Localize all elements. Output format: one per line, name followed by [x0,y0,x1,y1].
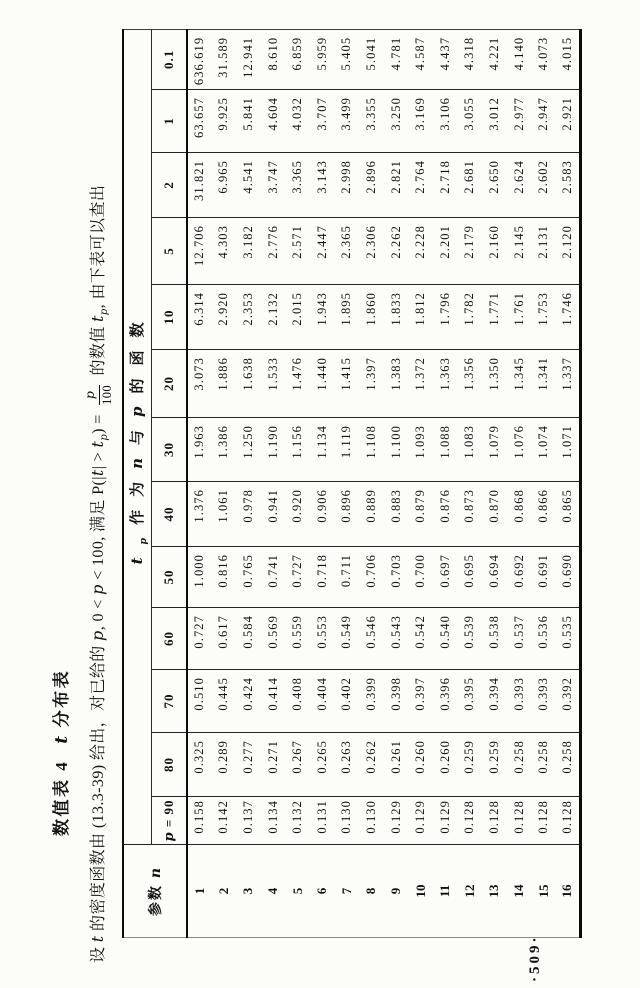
t-value-cell: 0.697 [433,547,458,608]
t-value-cell: 0.134 [261,797,286,845]
t-value-cell: 1.746 [556,285,581,350]
table-row-n10 [408,29,433,937]
t-value-cell: 2.353 [236,285,261,350]
table-row-n12 [458,29,483,937]
t-value-cell: 0.262 [359,733,384,797]
t-value-cell: 1.061 [212,482,237,547]
t-value-cell: 1.397 [359,350,384,418]
t-value-cell: 0.876 [433,482,458,547]
t-value-cell: 0.128 [556,797,581,845]
intro-run: ) = [89,409,107,434]
t-value-cell: 2.365 [335,218,360,285]
intro-run: P(| [89,476,107,495]
p-header-0.1: 0.1 [151,29,187,89]
t-value-cell: 0.906 [310,482,335,547]
t-value-cell: 3.355 [359,90,384,153]
t-value-cell: 0.546 [359,608,384,670]
t-value-cell: 4.140 [507,29,532,89]
t-value-cell: 3.106 [433,90,458,153]
n-label: 14 [511,884,527,898]
t-value-cell: 0.158 [187,797,212,845]
t-value-cell: 0.142 [212,797,237,845]
t-value-cell: 2.131 [531,218,556,285]
t-value-cell: 4.303 [212,218,237,285]
intro-run: 设 [89,942,107,963]
t-value-cell: 1.345 [507,350,532,418]
t-value-cell: 1.753 [531,285,556,350]
t-value-cell: 0.408 [285,670,310,733]
t-value-cell: 3.707 [310,90,335,153]
t-value-cell: 2.921 [556,90,581,153]
intro-run: 的密度函数由 (13.3-39) 给出，对已给的 [89,640,107,936]
t-value-cell: 0.816 [212,547,237,608]
t-value-cell: 0.510 [187,670,212,733]
t-value-cell: 0.277 [236,733,261,797]
t-value-cell: 1.076 [507,418,532,482]
t-value-cell: 2.160 [482,218,507,285]
t-value-cell: 1.796 [433,285,458,350]
intro-var-p: p [87,584,107,595]
table-row-n15 [531,29,556,937]
t-value-cell: 0.703 [384,547,409,608]
t-value-cell: 0.128 [507,797,532,845]
t-value-cell: 0.325 [187,733,212,797]
t-value-cell: 1.943 [310,285,335,350]
t-value-cell: 0.258 [507,733,532,797]
t-value-cell: 1.812 [408,285,433,350]
n-label: 6 [314,887,330,895]
t-value-cell: 5.405 [335,29,360,89]
t-value-cell: 2.306 [359,218,384,285]
t-value-cell: 2.015 [285,285,310,350]
t-value-cell: 2.132 [261,285,286,350]
t-value-cell: 1.083 [458,418,483,482]
table-row-n2 [212,29,237,937]
t-value-cell: 2.821 [384,153,409,218]
t-value-cell: 1.156 [285,418,310,482]
fraction-numerator-p: p [82,390,97,400]
t-value-cell: 3.073 [187,350,212,418]
t-value-cell: 1.363 [433,350,458,418]
table-row-n4 [261,29,286,937]
t-value-cell: 636.619 [187,29,212,89]
corner-label: 参数 [149,884,164,917]
n-label: 8 [363,887,379,895]
t-value-cell: 1.376 [187,482,212,547]
t-value-cell: 0.865 [556,482,581,547]
t-value-cell: 0.392 [556,670,581,733]
t-value-cell: 0.870 [482,482,507,547]
t-value-cell: 0.128 [531,797,556,845]
t-value-cell: 0.260 [433,733,458,797]
t-value-cell: 5.841 [236,90,261,153]
table-row-n6 [310,29,335,937]
t-value-cell: 2.681 [458,153,483,218]
p-header-40: 40 [151,482,187,547]
t-value-cell: 1.782 [458,285,483,350]
t-value-cell: 0.535 [556,608,581,670]
t-value-cell: 2.650 [482,153,507,218]
t-value-cell: 12.706 [187,218,212,285]
t-variable: t [52,733,72,744]
t-value-cell: 0.690 [556,547,581,608]
p-header-10: 10 [151,285,187,350]
t-value-cell: 3.499 [335,90,360,153]
t-value-cell: 0.398 [384,670,409,733]
t-value-cell: 6.859 [285,29,310,89]
table-row-n3 [236,29,261,937]
t-value-cell: 0.727 [187,608,212,670]
t-value-cell: 2.776 [261,218,286,285]
t-distribution-table [122,29,582,938]
t-value-cell: 1.638 [236,350,261,418]
intro-var-t: t [87,315,107,322]
intro-run: 的数值 [89,321,107,380]
t-value-cell: 0.559 [285,608,310,670]
t-value-cell: 0.706 [359,547,384,608]
t-value-cell: 0.414 [261,670,286,733]
t-value-cell: 2.602 [531,153,556,218]
t-value-cell: 0.396 [433,670,458,733]
t-value-cell: 1.440 [310,350,335,418]
t-value-cell: 0.289 [212,733,237,797]
fraction-numerator [83,385,100,405]
t-value-cell: 2.947 [531,90,556,153]
t-value-cell: 2.583 [556,153,581,218]
t-value-cell: 1.190 [261,418,286,482]
t-value-cell: 0.261 [384,733,409,797]
t-value-cell: 0.424 [236,670,261,733]
p-header-70: 70 [151,670,187,733]
t-value-cell: 0.131 [310,797,335,845]
intro-run: , 由下表可以查出 [89,184,107,309]
t-value-cell: 2.977 [507,90,532,153]
t-value-cell: 0.258 [556,733,581,797]
t-value-cell: 1.337 [556,350,581,418]
p-header-1: 1 [151,90,187,153]
t-value-cell: 4.318 [458,29,483,89]
t-value-cell: 0.540 [433,608,458,670]
t-value-cell: 1.088 [433,418,458,482]
span-header [123,29,151,844]
table-row-n16 [556,29,581,937]
n-label: 2 [215,887,231,895]
span-text: 的函数 [129,309,146,394]
t-value-cell: 2.920 [212,285,237,350]
t-value-cell: 0.129 [384,797,409,845]
t-value-cell: 0.889 [359,482,384,547]
n-label: 13 [486,884,502,898]
t-value-cell: 9.925 [212,90,237,153]
page-title [47,669,72,836]
n-label: 15 [535,884,551,898]
table-row-n8 [359,29,384,937]
t-value-cell: 1.100 [384,418,409,482]
t-value-cell: 2.571 [285,218,310,285]
t-value-cell: 31.821 [187,153,212,218]
t-value-cell: 1.356 [458,350,483,418]
t-value-cell: 12.941 [236,29,261,89]
t-value-cell: 0.397 [408,670,433,733]
p-header-90 [151,797,187,845]
t-value-cell: 1.761 [507,285,532,350]
t-value-cell: 0.711 [335,547,360,608]
t-value-cell: 2.447 [310,218,335,285]
t-value-cell: 0.445 [212,670,237,733]
t-value-cell: 0.137 [236,797,261,845]
intro-var-t: t [87,935,107,943]
t-value-cell: 0.130 [359,797,384,845]
n-label: 9 [388,887,404,895]
t-value-cell: 4.015 [556,29,581,89]
span-text: 作为 [129,468,146,525]
n-label: 12 [461,884,477,898]
t-value-cell: 1.071 [556,418,581,482]
t-value-cell: 0.549 [335,608,360,670]
t-value-cell: 0.404 [310,670,335,733]
intro-run: < 100, 满足 [89,494,107,585]
t-value-cell: 0.395 [458,670,483,733]
intro-var-p: p [87,630,107,641]
t-value-cell: 0.538 [482,608,507,670]
t-value-cell: 1.383 [384,350,409,418]
title-text: 数值表 4 [52,759,71,836]
t-value-cell: 4.032 [285,90,310,153]
t-value-cell: 1.250 [236,418,261,482]
t-value-cell: 0.584 [236,608,261,670]
t-value-cell: 31.589 [212,29,237,89]
t-value-cell: 0.569 [261,608,286,670]
span-var-n: n [127,445,146,469]
t-value-cell: 2.120 [556,218,581,285]
t-value-cell: 0.399 [359,670,384,733]
t-value-cell: 1.372 [408,350,433,418]
t-value-cell: 1.833 [384,285,409,350]
span-var-p: p [127,393,146,417]
p-header-30: 30 [151,418,187,482]
intro-run: , 0 < [89,594,107,631]
t-value-cell: 0.402 [335,670,360,733]
t-value-cell: 0.128 [482,797,507,845]
t-value-cell: 1.386 [212,418,237,482]
t-value-cell: 0.271 [261,733,286,797]
intro-text [83,13,115,963]
t-value-cell: 0.695 [458,547,483,608]
t-value-cell: 0.741 [261,547,286,608]
t-value-cell: 3.365 [285,153,310,218]
t-value-cell: 1.108 [359,418,384,482]
n-label: 7 [338,887,354,895]
p-header-2: 2 [151,153,187,218]
t-value-cell: 2.179 [458,218,483,285]
t-value-cell: 8.610 [261,29,286,89]
t-value-cell: 6.314 [187,285,212,350]
t-value-cell: 4.221 [482,29,507,89]
t-value-cell: 3.169 [408,90,433,153]
n-label: 5 [289,887,305,895]
t-value-cell: 2.262 [384,218,409,285]
t-value-cell: 0.129 [408,797,433,845]
p-header-50: 50 [151,547,187,608]
t-value-cell: 4.437 [433,29,458,89]
fraction-p-over-100 [83,385,115,405]
t-value-cell: 2.145 [507,218,532,285]
p-header-20: 20 [151,350,187,418]
span-text: 与 [129,416,146,445]
t-value-cell: 4.604 [261,90,286,153]
t-value-cell: 5.959 [310,29,335,89]
n-label: 3 [240,887,256,895]
t-value-cell: 0.130 [335,797,360,845]
t-value-cell: 1.476 [285,350,310,418]
t-value-cell: 0.883 [384,482,409,547]
t-value-cell: 1.963 [187,418,212,482]
p-header-row [151,29,187,937]
t-value-cell: 0.868 [507,482,532,547]
intro-subscript-p: p [98,308,110,316]
t-value-cell: 1.533 [261,350,286,418]
t-value-cell: 2.998 [335,153,360,218]
t-value-cell: 1.341 [531,350,556,418]
t-value-cell: 0.259 [482,733,507,797]
t-value-cell: 1.895 [335,285,360,350]
table-row-n1 [187,29,212,937]
t-value-cell: 63.657 [187,90,212,153]
t-value-cell: 0.873 [458,482,483,547]
t-value-cell: 2.228 [408,218,433,285]
t-value-cell: 0.536 [531,608,556,670]
t-value-cell: 0.393 [507,670,532,733]
t-value-cell: 4.781 [384,29,409,89]
intro-run: | > [89,447,107,470]
t-value-cell: 2.896 [359,153,384,218]
table-row-n14 [507,29,532,937]
n-label: 11 [437,884,453,898]
fraction-denominator: 100 [99,384,114,405]
t-value-cell: 0.543 [384,608,409,670]
t-value-cell: 4.073 [531,29,556,89]
p-header-90-value: = 90 [160,799,176,832]
t-value-cell: 3.143 [310,153,335,218]
table-row-n13 [482,29,507,937]
t-value-cell: 3.012 [482,90,507,153]
t-value-cell: 0.260 [408,733,433,797]
t-value-cell: 1.886 [212,350,237,418]
t-value-cell: 1.093 [408,418,433,482]
t-value-cell: 3.747 [261,153,286,218]
table-body [187,29,581,937]
intro-subscript-p: p [98,433,110,441]
t-value-cell: 0.267 [285,733,310,797]
t-value-cell: 0.553 [310,608,335,670]
t-value-cell: 4.587 [408,29,433,89]
t-value-cell: 6.965 [212,153,237,218]
t-value-cell: 0.258 [531,733,556,797]
t-value-cell: 4.541 [236,153,261,218]
t-value-cell: 1.350 [482,350,507,418]
t-value-cell: 1.079 [482,418,507,482]
table-row-n5 [285,29,310,937]
t-value-cell: 0.718 [310,547,335,608]
t-value-cell: 1.771 [482,285,507,350]
n-label: 10 [412,884,428,898]
t-value-cell: 0.920 [285,482,310,547]
t-value-cell: 1.000 [187,547,212,608]
t-value-cell: 2.201 [433,218,458,285]
t-value-cell: 0.265 [310,733,335,797]
table-row-n9 [384,29,409,937]
t-value-cell: 0.765 [236,547,261,608]
t-value-cell: 1.415 [335,350,360,418]
t-value-cell: 0.537 [507,608,532,670]
t-value-cell: 0.978 [236,482,261,547]
p-header-80: 80 [151,733,187,797]
span-header-row [123,29,151,937]
t-value-cell: 1.860 [359,285,384,350]
t-value-cell: 0.542 [408,608,433,670]
t-value-cell: 0.394 [482,670,507,733]
p-header-60: 60 [151,608,187,670]
t-value-cell: 1.074 [531,418,556,482]
table-row-n11 [433,29,458,937]
span-var-t: t [127,544,146,565]
intro-var-t: t [87,440,107,448]
t-value-cell: 0.866 [531,482,556,547]
t-value-cell: 0.128 [458,797,483,845]
t-value-cell: 5.041 [359,29,384,89]
corner-var-n: n [148,865,164,879]
t-value-cell: 0.539 [458,608,483,670]
intro-var-t: t [87,469,107,477]
title-suffix: 分布表 [52,668,71,728]
t-value-cell: 2.624 [507,153,532,218]
n-label: 1 [191,887,207,895]
n-label: 16 [559,884,575,898]
p-var: p [161,831,177,842]
span-sub-p: p [137,524,149,545]
t-value-cell: 1.119 [335,418,360,482]
t-value-cell: 0.727 [285,547,310,608]
t-value-cell: 0.941 [261,482,286,547]
p-header-5: 5 [151,218,187,285]
t-value-cell: 0.393 [531,670,556,733]
t-value-cell: 2.764 [408,153,433,218]
table-row-n7 [335,29,360,937]
t-value-cell: 0.694 [482,547,507,608]
t-value-cell: 3.250 [384,90,409,153]
t-value-cell: 3.055 [458,90,483,153]
t-value-cell: 0.879 [408,482,433,547]
n-label: 4 [265,887,281,895]
t-value-cell: 0.700 [408,547,433,608]
corner-header-参数n [123,845,187,938]
t-value-cell: 0.259 [458,733,483,797]
t-value-cell: 0.617 [212,608,237,670]
t-value-cell: 0.896 [335,482,360,547]
t-value-cell: 0.263 [335,733,360,797]
t-value-cell: 0.691 [531,547,556,608]
t-value-cell: 3.182 [236,218,261,285]
t-value-cell: 0.132 [285,797,310,845]
t-value-cell: 2.718 [433,153,458,218]
t-value-cell: 1.134 [310,418,335,482]
t-value-cell: 0.692 [507,547,532,608]
page-number: ·509· [527,934,543,982]
t-value-cell: 0.129 [433,797,458,845]
